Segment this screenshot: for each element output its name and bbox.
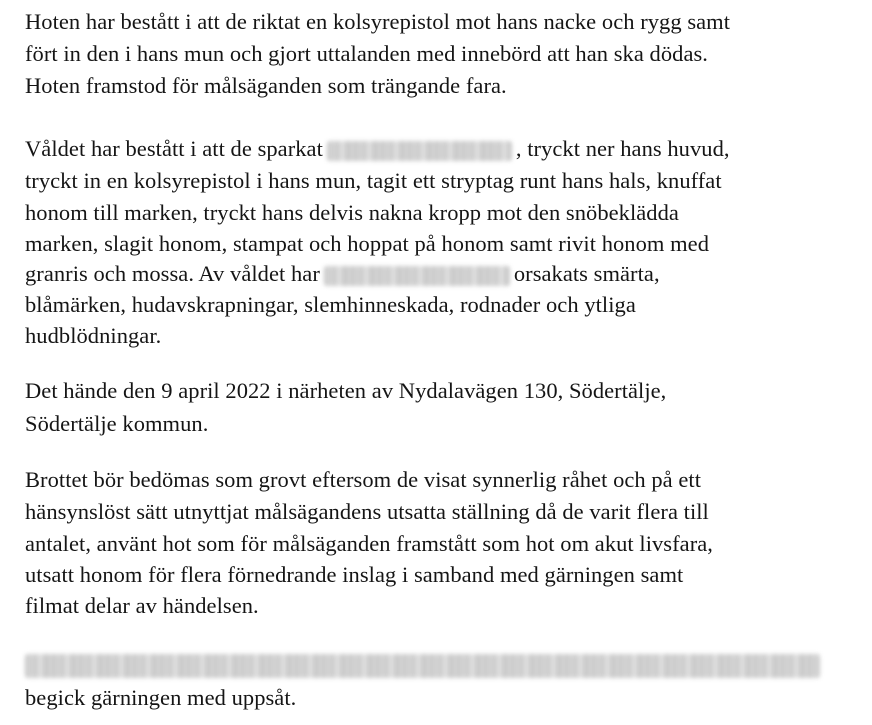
aggravation-line-2: hänsynslöst sätt utnyttjat målsägandens utsatta ställning då de varit flera till xyxy=(25,499,709,524)
violence-line-4: marken, slagit honom, stampat och hoppat på honom samt rivit honom med xyxy=(25,231,710,256)
aggravation-line-5: filmat delar av händelsen. xyxy=(25,593,259,618)
violence-line-5-start: granris och mossa. Av våldet har xyxy=(25,261,320,286)
redacted-name-1 xyxy=(327,141,512,161)
threat-line-3: Hoten framstod för målsäganden som trängande fara. xyxy=(25,73,507,98)
violence-line-2: tryckt in en kolsyrepistol i hans mun, tagit ett stryptag runt hans hals, knuffat xyxy=(25,168,722,193)
violence-line-1 xyxy=(25,135,730,163)
redacted-defendants-line xyxy=(25,650,824,678)
intent-line: begick gärningen med uppsåt. xyxy=(25,685,297,710)
when-where-line-2: Södertälje kommun. xyxy=(25,411,209,436)
violence-line-3: honom till marken, tryckt hans delvis nakna kropp mot den snöbeklädda xyxy=(25,200,679,225)
aggravation-line-4: utsatt honom för flera förnedrande inslag i samband med gärningen samt xyxy=(25,562,684,587)
aggravation-line-3: antalet, använt hot som för målsäganden framstått som hot om akut livsfara, xyxy=(25,531,713,556)
violence-line-1-start: Våldet har bestått i att de sparkat xyxy=(25,136,323,161)
violence-line-7: hudblödningar. xyxy=(25,323,162,348)
violence-line-6: blåmärken, hudavskrapningar, slemhinneskada, rodnader och ytliga xyxy=(25,292,636,317)
threat-line-2: fört in den i hans mun och gjort uttalanden med innebörd att han ska dödas. xyxy=(25,41,708,66)
when-where-line-1: Det hände den 9 april 2022 i närheten av Nydalavägen 130, Södertälje, xyxy=(25,378,667,403)
violence-line-5-end: orsakats smärta, xyxy=(513,261,660,286)
aggravation-line-1: Brottet bör bedömas som grovt eftersom de visat synnerlig råhet och på ett xyxy=(25,467,702,492)
threat-line-1: Hoten har bestått i att de riktat en kolsyrepistol mot hans nacke och rygg samt xyxy=(25,9,731,34)
violence-line-1-end: , tryckt ner hans huvud, xyxy=(515,136,730,161)
redacted-defendants xyxy=(25,654,820,678)
redacted-name-2 xyxy=(324,266,510,286)
violence-line-5 xyxy=(25,260,660,288)
